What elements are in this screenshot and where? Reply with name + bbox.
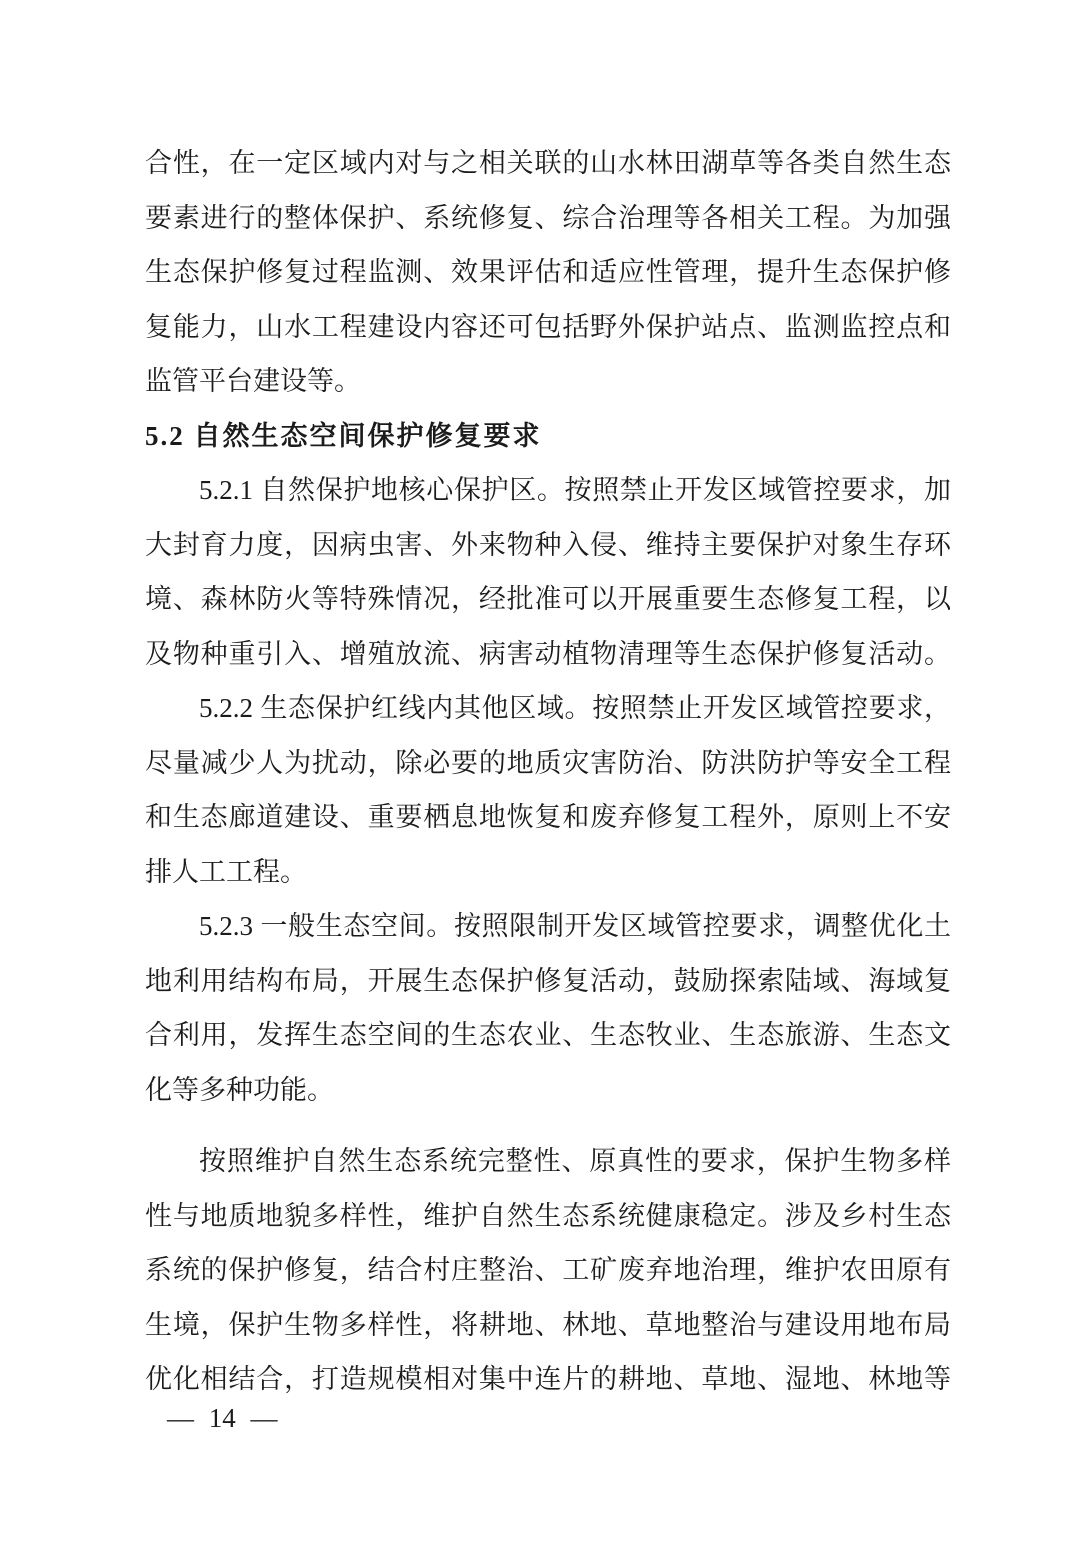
document-content	[145, 136, 951, 1407]
text-line: 及物种重引入、增殖放流、病害动植物清理等生态保护修复活动。	[145, 638, 951, 669]
text-line: 监管平台建设等。	[145, 366, 361, 396]
text-line: 生境，保护生物多样性，将耕地、林地、草地整治与建设用地布局	[145, 1309, 951, 1340]
text-line: 大封育力度，因病虫害、外来物种入侵、维持主要保护对象生存环	[145, 529, 951, 560]
text-line: 复能力，山水工程建设内容还可包括野外保护站点、监测监控点和	[145, 311, 951, 342]
text-line: 优化相结合，打造规模相对集中连片的耕地、草地、湿地、林地等	[145, 1364, 951, 1394]
text-line: 性与地质地貌多样性，维护自然生态系统健康稳定。涉及乡村生态	[145, 1200, 951, 1231]
text-line: 合性，在一定区域内对与之相关联的山水林田湖草等各类自然生态	[145, 148, 951, 178]
paragraph	[145, 463, 951, 681]
text-line: 要素进行的整体保护、系统修复、综合治理等各相关工程。为加强	[145, 202, 951, 233]
text-line: 合利用，发挥生态空间的生态农业、生态牧业、生态旅游、生态文	[145, 1020, 951, 1050]
text-line: 5.2.1 自然保护地核心保护区。按照禁止开发区域管控要求，加	[199, 475, 951, 505]
text-line: 5.2.3 一般生态空间。按照限制开发区域管控要求，调整优化土	[199, 911, 951, 941]
paragraph	[145, 681, 951, 899]
text-line: 按照维护自然生态系统完整性、原真性的要求，保护生物多样	[199, 1146, 951, 1176]
paragraph	[145, 136, 951, 409]
text-line: 化等多种功能。	[145, 1074, 334, 1105]
text-line: 尽量减少人为扰动，除必要的地质灾害防治、防洪防护等安全工程	[145, 747, 951, 778]
text-line: 地利用结构布局，开展生态保护修复活动，鼓励探索陆域、海域复	[145, 965, 951, 996]
page-number: — 14 —	[167, 1403, 278, 1433]
text-line: 系统的保护修复，结合村庄整治、工矿废弃地治理，维护农田原有	[145, 1255, 951, 1285]
paragraph	[145, 1134, 951, 1407]
paragraph	[145, 899, 951, 1117]
text-line: 境、森林防火等特殊情况，经批准可以开展重要生态修复工程，以	[145, 584, 951, 614]
text-line: 生态保护修复过程监测、效果评估和适应性管理，提升生态保护修	[145, 257, 951, 287]
text-line: 排人工工程。	[145, 856, 307, 887]
section-heading: 5.2 自然生态空间保护修复要求	[145, 420, 542, 451]
text-line: 和生态廊道建设、重要栖息地恢复和废弃修复工程外，原则上不安	[145, 802, 951, 832]
text-line: 5.2.2 生态保护红线内其他区域。按照禁止开发区域管控要求，	[199, 693, 951, 723]
